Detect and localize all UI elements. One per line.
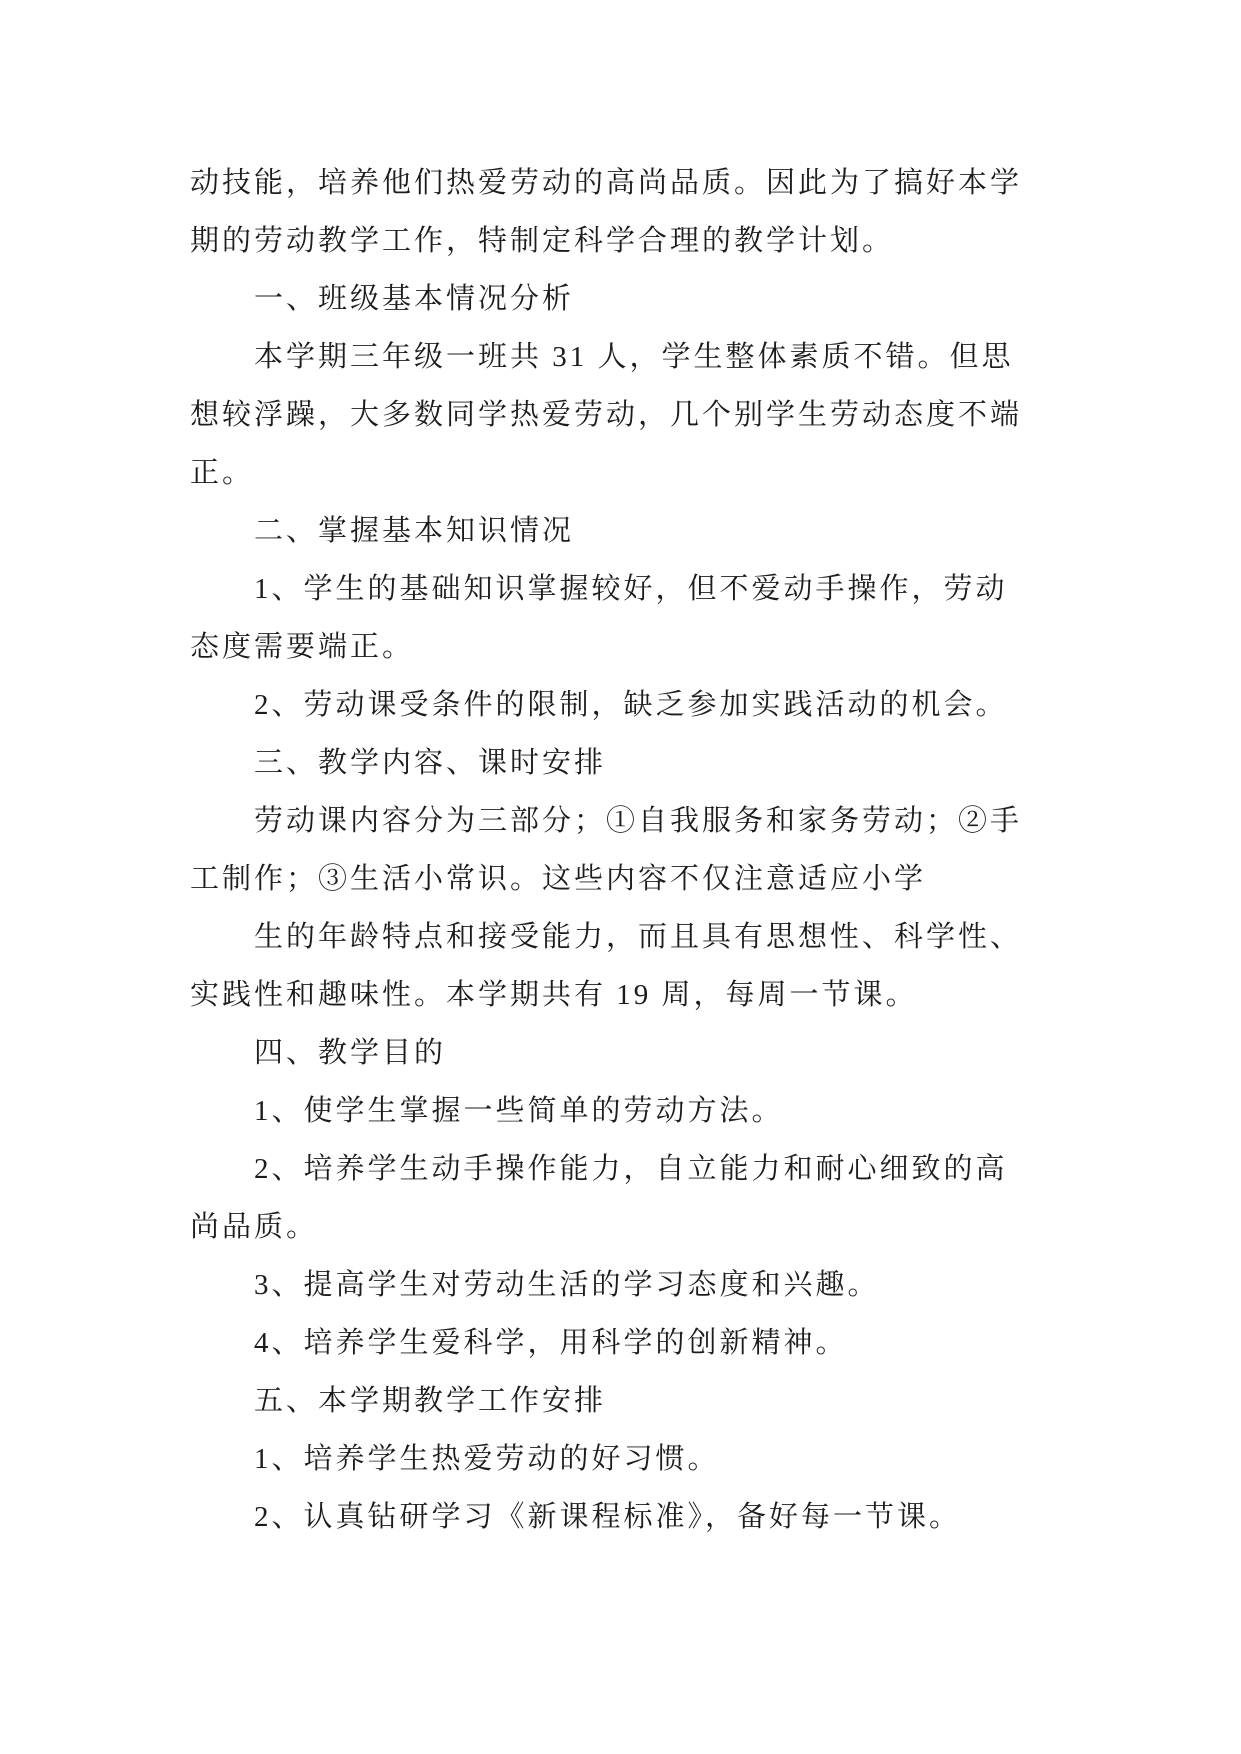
list-item [190, 560, 1090, 676]
section-heading-3 [190, 734, 1090, 792]
text-line: 4、培养学生爱科学，用科学的创新精神。 [254, 1327, 848, 1359]
text-line: 实践性和趣味性。本学期共有 19 周，每周一节课。 [190, 979, 918, 1011]
text-line: 劳动课内容分为三部分；①自我服务和家务劳动；②手 [254, 805, 1023, 837]
heading-text: 四、教学目的 [254, 1037, 447, 1069]
list-item [190, 1430, 1090, 1488]
section-heading-2 [190, 502, 1090, 560]
text-line: 2、劳动课受条件的限制，缺乏参加实践活动的机会。 [254, 689, 1008, 721]
paragraph [190, 328, 1090, 502]
text-line: 动技能，培养他们热爱劳动的高尚品质。因此为了搞好本学 [190, 167, 1023, 199]
text-line: 态度需要端正。 [190, 631, 415, 663]
list-item [190, 676, 1090, 734]
list-item [190, 1256, 1090, 1314]
text-line: 本学期三年级一班共 31 人，学生整体素质不错。但思 [254, 341, 1014, 373]
text-line: 生的年龄特点和接受能力，而且具有思想性、科学性、 [254, 921, 1023, 953]
text-line: 正。 [190, 457, 255, 489]
text-line: 1、培养学生热爱劳动的好习惯。 [254, 1443, 720, 1475]
text-line: 期的劳动教学工作，特制定科学合理的教学计划。 [190, 225, 895, 257]
document-body [190, 154, 1090, 1546]
heading-text: 一、班级基本情况分析 [254, 283, 575, 315]
text-line: 1、学生的基础知识掌握较好，但不爱动手操作，劳动 [254, 573, 1008, 605]
list-item [190, 1488, 1090, 1546]
paragraph [190, 908, 1090, 1024]
text-line: 2、培养学生动手操作能力，自立能力和耐心细致的高 [254, 1153, 1008, 1185]
heading-text: 五、本学期教学工作安排 [254, 1385, 607, 1417]
section-heading-4 [190, 1024, 1090, 1082]
paragraph-continuation [190, 154, 1090, 270]
text-line: 2、认真钻研学习《新课程标准》，备好每一节课。 [254, 1501, 962, 1533]
text-line: 1、使学生掌握一些简单的劳动方法。 [254, 1095, 784, 1127]
list-item [190, 1140, 1090, 1256]
list-item [190, 1082, 1090, 1140]
text-line: 3、提高学生对劳动生活的学习态度和兴趣。 [254, 1269, 880, 1301]
heading-text: 二、掌握基本知识情况 [254, 515, 575, 547]
list-item [190, 1314, 1090, 1372]
text-line: 工制作；③生活小常识。这些内容不仅注意适应小学 [190, 863, 927, 895]
section-heading-5 [190, 1372, 1090, 1430]
heading-text: 三、教学内容、课时安排 [254, 747, 607, 779]
paragraph [190, 792, 1090, 908]
text-line: 尚品质。 [190, 1211, 319, 1243]
section-heading-1 [190, 270, 1090, 328]
text-line: 想较浮躁，大多数同学热爱劳动，几个别学生劳动态度不端 [190, 399, 1023, 431]
